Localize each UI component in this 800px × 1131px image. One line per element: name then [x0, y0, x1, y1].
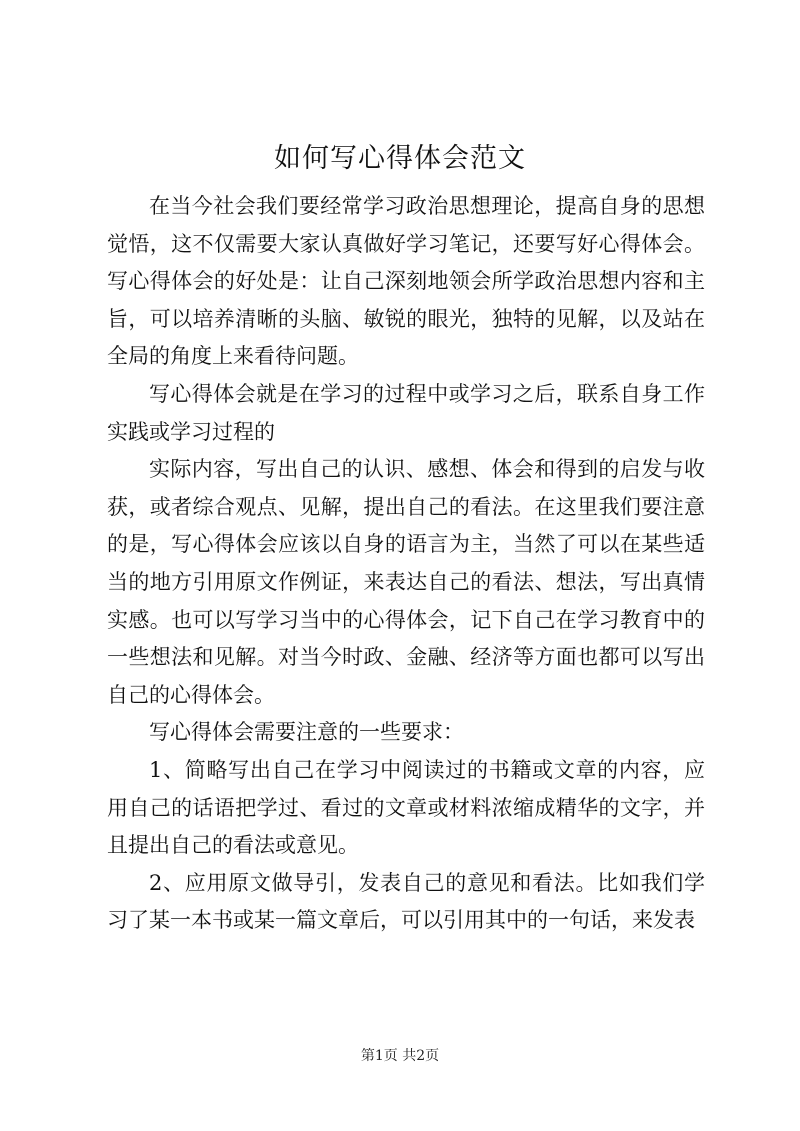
paragraph-content: 实际内容，写出自己的认识、感想、体会和得到的启发与收获，或者综合观点、见解，提出自己的看法。在这里我们要注意的是，写心得体会应该以自身的语言为主，当然了可以在某些适当的地方引用原文作例证，来表达自己的看法、想法，写出真情实感。也可以写学习当中的心得体会，记下自己在学习教育中的一些想法和见解。对当今时政、金融、经济等方面也都可以写出自己的心得体会。	[107, 457, 705, 707]
paragraph-intro: 在当今社会我们要经常学习政治思想理论，提高自身的思想觉悟，这不仅需要大家认真做好学习笔记，还要写好心得体会。写心得体会的好处是：让自己深刻地领会所学政治思想内容和主旨，可以培养清晰的头脑、敏锐的眼光，独特的见解，以及站在全局的角度上来看待问题。	[107, 194, 705, 369]
document-body	[107, 188, 705, 940]
paragraph-requirements-heading: 写心得体会需要注意的一些要求：	[149, 720, 464, 745]
paragraph-requirement-2: 2、应用原文做导引，发表自己的意见和看法。比如我们学习了某一本书或某一篇文章后，可以引用其中的一句话，来发表	[107, 870, 705, 933]
paragraph-requirement-1: 1、简略写出自己在学习中阅读过的书籍或文章的内容，应用自己的话语把学过、看过的文章或材料浓缩成精华的文字，并且提出自己的看法或意见。	[107, 757, 705, 858]
page-number-footer: 第1页 共2页	[360, 1048, 440, 1064]
page-title: 如何写心得体会范文	[274, 143, 526, 174]
paragraph-definition: 写心得体会就是在学习的过程中或学习之后，联系自身工作实践或学习过程的	[107, 381, 705, 444]
